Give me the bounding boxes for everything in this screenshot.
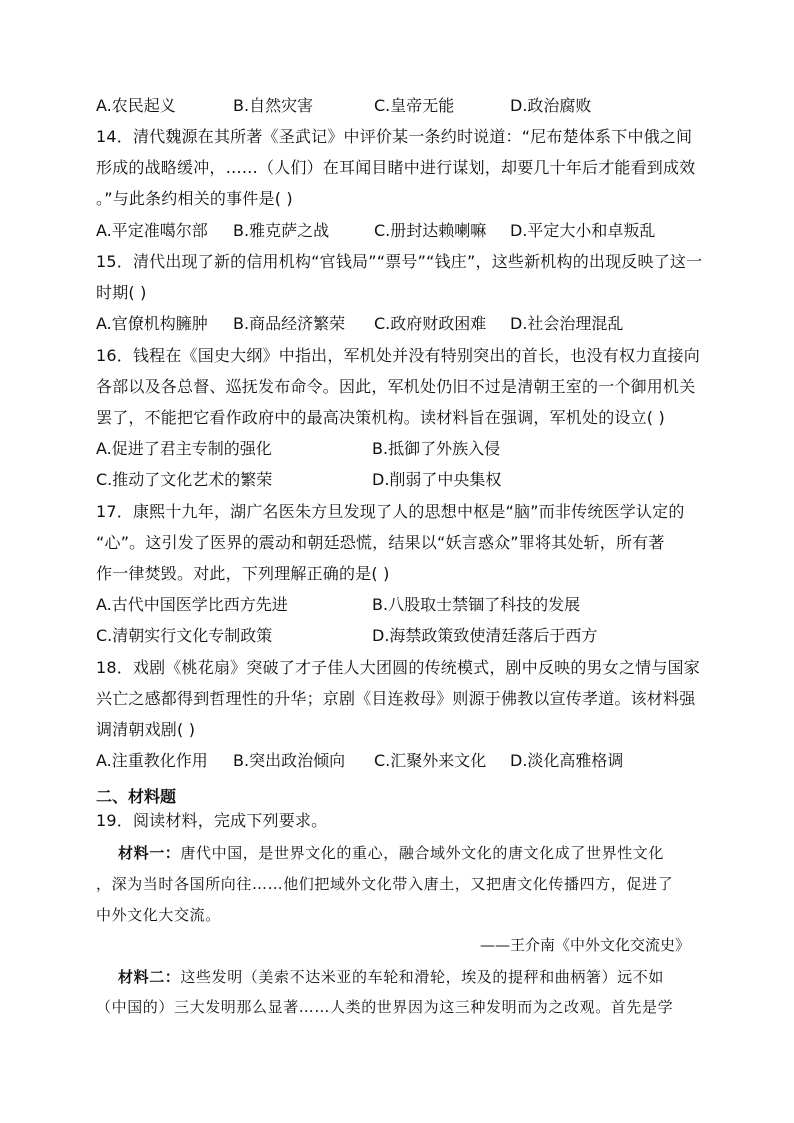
q14-stem-line-3: 。”与此条约相关的事件是( ) bbox=[96, 189, 293, 208]
q16-option-b: B.抵御了外族入侵 bbox=[372, 439, 501, 458]
q18-stem-line-2: 兴亡之感都得到哲理性的升华；京剧《目连救母》则源于佛教以宣传孝道。该材料强 bbox=[96, 689, 696, 708]
material-1-line-3: 中外文化大交流。 bbox=[96, 906, 221, 924]
q16-option-c: C.推动了文化艺术的繁荣 bbox=[96, 470, 273, 489]
q19-stem: 19．阅读材料，完成下列要求。 bbox=[96, 811, 328, 830]
material-2-line-1 bbox=[96, 967, 718, 987]
material-2-text: 这些发明（美索不达米亚的车轮和滑轮，埃及的提秤和曲柄箸）远不如 bbox=[180, 968, 665, 986]
q13-option-a: A.农民起义 bbox=[96, 96, 176, 115]
material-1-text: 唐代中国，是世界文化的重心，融合域外文化的唐文化成了世界性文化 bbox=[180, 844, 665, 862]
q15-option-b: B.商品经济繁荣 bbox=[233, 314, 346, 333]
q13-option-c: C.皇帝无能 bbox=[374, 96, 455, 115]
q14-option-b: B.雅克萨之战 bbox=[233, 221, 330, 240]
q18-option-a: A.注重教化作用 bbox=[96, 751, 208, 770]
q16-option-d: D.削弱了中央集权 bbox=[372, 470, 502, 489]
material-1-source: ——王介南《中外文化交流史》 bbox=[479, 936, 690, 954]
q18-stem-line-1: 18．戏剧《桃花扇》突破了才子佳人大团圆的传统模式，剧中反映的男女之情与国家 bbox=[96, 658, 700, 677]
q17-option-b: B.八股取士禁锢了科技的发展 bbox=[372, 595, 581, 614]
q18-option-b: B.突出政治倾向 bbox=[233, 751, 346, 770]
q15-stem-line-1: 15．清代出现了新的信用机构“官钱局”“票号”“钱庄”，这些新机构的出现反映了这一 bbox=[96, 252, 703, 271]
q14-option-d: D.平定大小和卓叛乱 bbox=[510, 221, 656, 240]
material-1-line-2: ，深为当时各国所向往……他们把域外文化带入唐土，又把唐文化传播四方，促进了 bbox=[96, 875, 674, 893]
q16-stem-line-1: 16．钱程在《国史大纲》中指出，军机处并没有特别突出的首长，也没有权力直接向 bbox=[96, 346, 700, 365]
q13-option-b: B.自然灾害 bbox=[233, 96, 314, 115]
q17-stem-line-2: “心”。这引发了医界的震动和朝廷恐慌，结果以“妖言惑众”罪将其处斩，所有著 bbox=[96, 533, 665, 552]
q17-option-a: A.古代中国医学比西方先进 bbox=[96, 595, 288, 614]
material-2-label: 材料二： bbox=[118, 968, 181, 986]
material-1-line-1 bbox=[96, 843, 718, 863]
q14-option-c: C.册封达赖喇嘛 bbox=[374, 221, 487, 240]
q17-option-c: C.清朝实行文化专制政策 bbox=[96, 626, 273, 645]
q15-option-c: C.政府财政困难 bbox=[374, 314, 487, 333]
q15-stem-line-2: 时期( ) bbox=[96, 283, 147, 302]
q14-stem-line-1: 14．清代魏源在其所著《圣武记》中评价某一条约时说道：“尼布楚体系下中俄之间 bbox=[96, 127, 693, 146]
q18-option-d: D.淡化高雅格调 bbox=[510, 751, 624, 770]
q17-stem-line-3: 作一律焚毁。对此，下列理解正确的是( ) bbox=[96, 564, 390, 583]
q17-stem-line-1: 17．康熙十九年，湖广名医朱方旦发现了人的思想中枢是“脑”而非传统医学认定的 bbox=[96, 502, 685, 521]
q18-stem-line-3: 调清朝戏剧( ) bbox=[96, 720, 196, 739]
q15-option-d: D.社会治理混乱 bbox=[510, 314, 624, 333]
q15-option-a: A.官僚机构臃肿 bbox=[96, 314, 208, 333]
material-2-line-2: （中国的）三大发明那么显著……人类的世界因为这三种发明而为之改观。首先是学 bbox=[96, 998, 674, 1016]
section-title: 二、材料题 bbox=[96, 787, 177, 806]
q14-stem-line-2: 形成的战略缓冲，……（人们）在耳闻目睹中进行谋划，却要几十年后才能看到成效 bbox=[96, 158, 696, 177]
q16-stem-line-2: 各部以及各总督、巡抚发布命令。因此，军机处仍旧不过是清朝王室的一个御用机关 bbox=[96, 377, 696, 396]
q16-option-a: A.促进了君主专制的强化 bbox=[96, 439, 272, 458]
q16-stem-line-3: 罢了，不能把它看作政府中的最高决策机构。读材料旨在强调，军机处的设立( ) bbox=[96, 408, 665, 427]
material-1-label: 材料一： bbox=[118, 844, 181, 862]
q14-option-a: A.平定准噶尔部 bbox=[96, 221, 208, 240]
q13-option-d: D.政治腐败 bbox=[510, 96, 592, 115]
q18-option-c: C.汇聚外来文化 bbox=[374, 751, 487, 770]
q17-option-d: D.海禁政策致使清廷落后于西方 bbox=[372, 626, 598, 645]
